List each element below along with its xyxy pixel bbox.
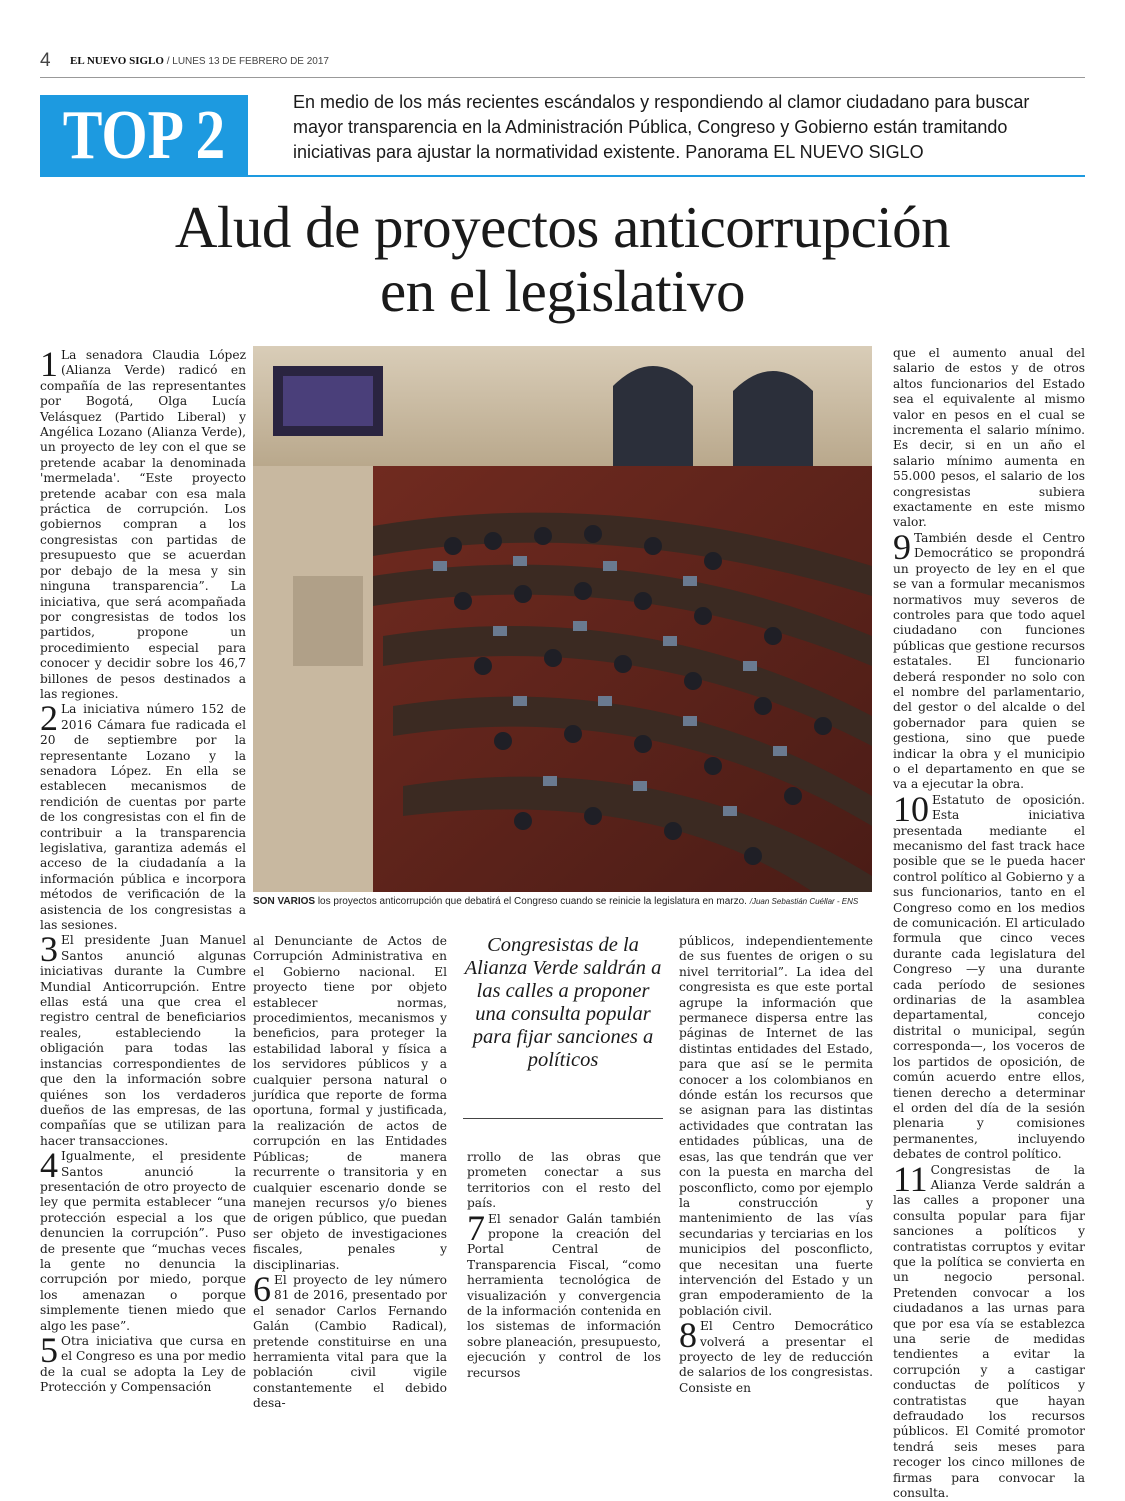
headline: [40, 195, 1085, 323]
article-item-8-cont: [893, 346, 1085, 531]
item-text: Igualmente, el presidente Santos anunció la presentación de otro proyecto de ley que permita establecer “una protección especial a los que denuncien la corrupción”. Puso de presente que “muchas veces la gente no denuncia la corrupción por miedo, porque los amenazan o porque simplemente tienen miedo que algo les pase”.: [40, 1149, 246, 1333]
item-text: Congresistas de la Alianza Verde saldrán a las calles a proponer una consulta popular para fijar sanciones a políticos y contratistas corruptos y evitar que la política se convierta en un negocio personal. Pretenden convocar a los ciudadanos a las urnas para que por esa vía se establezca una serie de medidas tendientes a evitar la corrupción y a castigar conductas de políticos y contratistas que hayan defraudado los recursos públicos. El Comité promotor tendrá seis meses para recoger los cinco millones de firmas para convocar la consulta.: [893, 1162, 1085, 1501]
column-2: [253, 934, 447, 1412]
caption-lead: SON VARIOS: [253, 896, 316, 907]
item-number: 6: [253, 1268, 271, 1309]
page-header: [40, 50, 1085, 78]
column-3: [467, 1150, 661, 1381]
article-item-5: [40, 1330, 246, 1396]
item-text: El presidente Juan Manuel Santos anunció algunas iniciativas durante la Cumbre Mundial Anticorrupción. Entre ellas está una que crea el registro central de beneficiarios reales, estableciendo la obligación para todas las instancias correspondientes de que den la información sobre quiénes son los verdaderos dueños de las empresas, de las compañías que se utilizan para hacer transacciones.: [40, 933, 246, 1148]
item-number: 3: [40, 929, 58, 970]
column-5: [893, 346, 1085, 1501]
item-number: 2: [40, 698, 58, 739]
pull-quote-rule: [463, 1118, 663, 1119]
item-text: El senador Galán también propone la creación del Portal Central de Transparencia Fiscal, “como herramienta tecnológica de visualización y convergencia de la información contenida en los sistemas de información sobre planeación, presupuesto, ejecución y control de los recursos: [467, 1211, 661, 1380]
item-text: al Denunciante de Actos de Corrupción Administrativa en el Gobierno nacional. El proyecto tiene por objeto establecer normas, procedimientos, mecanismos y beneficios, para proteger la estabilidad laboral y física a los servidores públicos y a cualquier persona natural o jurídica que reporte de forma oportuna, formal y justificada, la realización de actos de corrupción en las Entidades Públicas; de manera recurrente o transitoria y en cualquier escenario donde se manejen recursos y/o bienes de origen público, que puedan ser objeto de investigaciones fiscales, penales y disciplinarias.: [253, 934, 447, 1272]
column-1: [40, 344, 246, 1396]
item-text: La senadora Claudia López (Alianza Verde) radicó en compañía de las representantes por Bogotá, Olga Lucía Velásquez (Partido Liberal) y Angélica Lozano (Alianza Verde), un proyecto de ley con el que se pretende acabar la denominada 'mermelada'. “Este proyecto pretende acabar con esa mala práctica de corrupción. Los gobiernos compran a los congresistas con partidas de presupuesto que se acuerdan por debajo de la mesa y sin ninguna transparencia”. La iniciativa, que será acompañada por congresistas de todos los partidos, propone un procedimiento especial para conocer y decidir sobre los 46,7 billones de pesos destinados a las regiones.: [40, 348, 246, 701]
item-text: También desde el Centro Democrático se propondrá un proyecto de ley en el que se van a formular mecanismos normativos muy severos de controles para que todo aquel ciudadano con funciones públicas que gestione recursos estatales. El funcionario deberá responder no solo con el nombre del parlamentario, del gestor o del alcalde o del gobernador para quien se gestiona, sino que puede indicar la obra y el municipio o el departamento en que se va a ejecutar la obra.: [893, 530, 1085, 792]
item-text: Estatuto de oposición. Esta iniciativa presentada mediante el mecanismo del fast track hace posible que se le pueda hacer control político al Gobierno y a sus funcionarios, tanto en el Congreso como en los medios de comunicación. El articulado formula que cinco veces durante cada legislatura del Congreso —y una durante cada período de sesiones ordinarias de la asamblea departamental, concejo distrital o municipal, según corresponda—, los voceros de los partidos de oposición, de común acuerdo entre ellos, tienen derecho a determinar el orden del día de la sesión plenaria y comisiones permanentes, incluyendo debates de control político.: [893, 792, 1085, 1162]
article-item-4: [40, 1145, 246, 1334]
item-number: 4: [40, 1145, 58, 1186]
column-4: [679, 934, 873, 1396]
article-item-11: [893, 1158, 1085, 1501]
issue-date: / LUNES 13 DE FEBRERO DE 2017: [163, 56, 329, 67]
item-number: 7: [467, 1207, 485, 1248]
headline-line-2: en el legislativo: [379, 258, 746, 324]
item-number: 11: [893, 1158, 928, 1199]
headline-line-1: Alud de proyectos anticorrupción: [174, 194, 951, 260]
pull-quote: Congresistas de la Alianza Verde saldrán a las calles a proponer una consulta popular para fijar sanciones a políticos: [464, 934, 662, 1071]
item-number: 9: [893, 526, 911, 567]
item-text: El proyecto de ley número 81 de 2016, presentado por el senador Carlos Fernando Galán (Cambio Radical), pretende constituirse en una herramienta vital para que la población civil vigile constantemente el debido desa-: [253, 1272, 447, 1411]
item-number: 8: [679, 1315, 697, 1356]
item-text: rrollo de las obras que prometen conectar a sus territorios con el resto del país.: [467, 1150, 661, 1211]
page-number: 4: [40, 50, 51, 71]
caption-text: los proyectos anticorrupción que debatirá el Congreso cuando se reinicie la legislatura en marzo.: [315, 896, 750, 907]
article-item-7: [467, 1207, 661, 1381]
photo-credit: /Juan Sebastián Cuéllar - ENS: [749, 897, 859, 906]
article-item-1: [40, 344, 246, 702]
kicker-text: En medio de los más recientes escándalos y respondiendo al clamor ciudadano para buscar mayor transparencia en la Administración Pública, Congreso y Gobierno están tramitando iniciativas para ajustar la normatividad existente. Panorama EL NUEVO SIGLO: [293, 92, 1030, 162]
section-label: TOP 2: [62, 97, 226, 174]
article-item-2: [40, 698, 246, 933]
congress-chamber-image: [253, 346, 872, 892]
photo-caption: [253, 895, 872, 908]
item-text: que el aumento anual del salario de estos y de otros altos funcionarios del Estado sea el equivalente al mismo valor en pesos en el cual se incrementa el salario mínimo. Es decir, si en un año el salario mínimo aumenta en 55.000 pesos, el salario de los congresistas subiera exactamente en este mismo valor.: [893, 346, 1085, 530]
article-item-6: [253, 1268, 447, 1412]
item-number: 10: [893, 788, 929, 829]
item-text: El Centro Democrático volverá a presentar el proyecto de ley de reducción de salarios de los congresistas. Consiste en: [679, 1319, 873, 1395]
article-item-10: [893, 788, 1085, 1163]
item-text: públicos, independientemente de sus fuentes de origen o su nivel territorial”. La idea del congresista es que este portal agrupe la información que permanece dispersa entre las páginas de Internet de las distintas entidades del Estado, para que así se le permita conocer a los colombianos en dónde están los recursos que se asignan para las distintas actividades que contratan las entidades públicas, una de esas, las que tendrán que ver con la puesta en marcha del posconflicto, como por ejemplo la construcción y mantenimiento de las vías secundarias y terciarias en los municipios del posconflicto, que necesitan una fuerte intervención del Estado y un gran empoderamiento de la población civil.: [679, 934, 873, 1318]
article-item-6-cont: [467, 1150, 661, 1212]
item-number: 1: [40, 344, 58, 384]
section-label-box: [40, 95, 248, 177]
paper-name: EL NUEVO SIGLO: [70, 55, 164, 67]
item-text: Otra iniciativa que cursa en el Congreso es una por medio de la cual se adopta la Ley de Protección y Compensación: [40, 1334, 246, 1395]
article-item-8: [679, 1315, 873, 1396]
article-item-7-cont: [679, 934, 873, 1319]
congress-photo: [253, 346, 872, 892]
item-text: La iniciativa número 152 de 2016 Cámara fue radicada el 20 de septiembre por la representante Lozano y la senadora López. En ella se establecen mecanismos de rendición de cuentas por parte de los congresistas con el fin de contribuir a la transparencia legislativa, garantiza además el acceso de la ciudadanía a la información pública e incorpora métodos de verificación de la asistencia de los congresistas a las sesiones.: [40, 702, 246, 933]
article-item-5-cont: [253, 934, 447, 1273]
article-item-9: [893, 526, 1085, 793]
item-number: 5: [40, 1330, 58, 1370]
folio: [70, 55, 329, 67]
article-item-3: [40, 929, 246, 1149]
section-rule: [248, 175, 1085, 177]
